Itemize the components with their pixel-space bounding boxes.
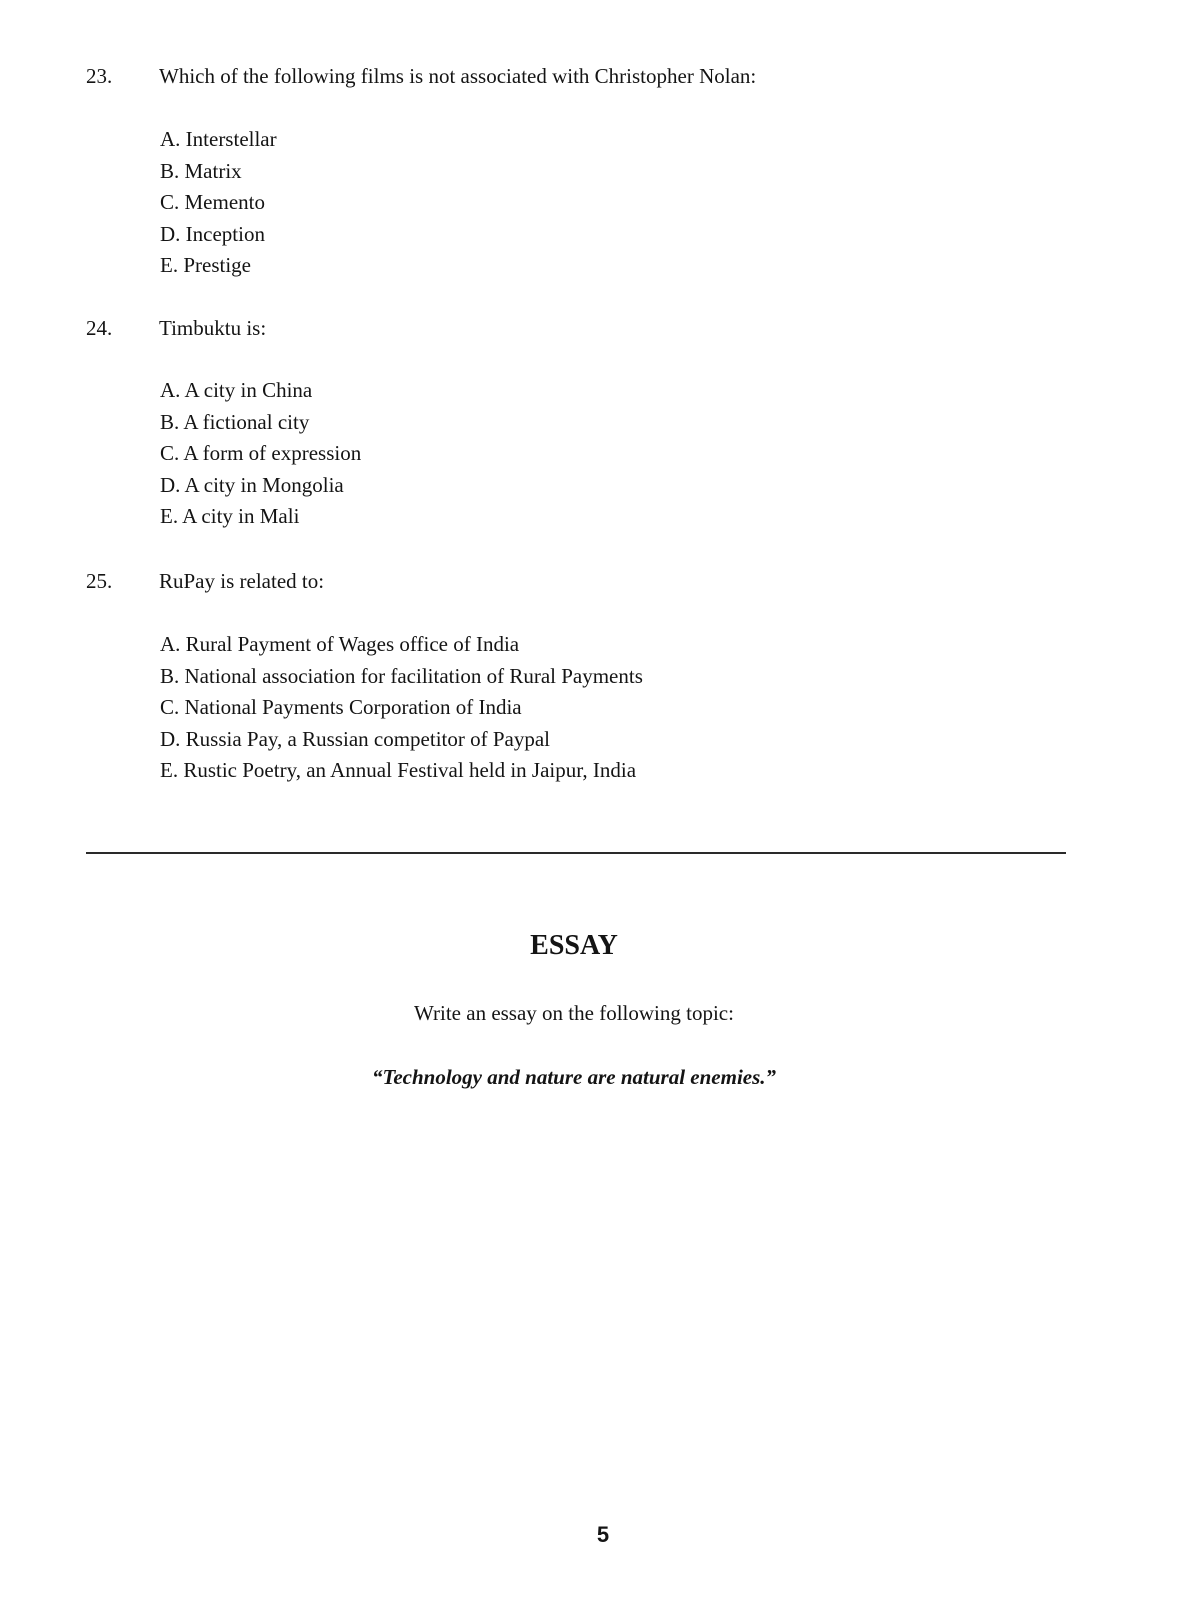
answer-option-d: D. Inception [160, 221, 265, 246]
answer-option-a: A. Interstellar [160, 127, 277, 151]
page-number: 5 [596, 1522, 610, 1547]
question-number: 23. [86, 64, 113, 88]
answer-option-b: B. National association for facilitation of Rural Payments [160, 663, 643, 688]
question-text: Timbuktu is: [159, 316, 267, 340]
answer-option-d: D. A city in Mongolia [160, 472, 344, 497]
answer-option-d: D. Russia Pay, a Russian competitor of Paypal [160, 726, 551, 751]
essay-heading: ESSAY [530, 930, 618, 961]
answer-option-e: E. Prestige [160, 253, 251, 278]
question-text: Which of the following films is not associated with Christopher Nolan: [159, 64, 757, 88]
answer-options [160, 124, 277, 282]
answer-options [160, 629, 643, 787]
question-text: RuPay is related to: [159, 569, 325, 593]
answer-option-c: C. Memento [160, 190, 265, 215]
essay-instruction: Write an essay on the following topic: [414, 1001, 734, 1025]
section-divider [86, 852, 1066, 854]
answer-option-b: B. A fictional city [160, 409, 310, 434]
question-number: 24. [86, 316, 113, 340]
answer-option-b: B. Matrix [160, 158, 242, 183]
answer-options [160, 375, 361, 533]
essay-topic: “Technology and nature are natural enemies.” [371, 1065, 777, 1089]
answer-option-c: C. National Payments Corporation of India [160, 695, 522, 720]
question-number: 25. [86, 569, 113, 593]
answer-option-a: A. Rural Payment of Wages office of India [160, 632, 520, 656]
answer-option-e: E. A city in Mali [160, 504, 300, 529]
answer-option-a: A. A city in China [160, 378, 313, 402]
answer-option-c: C. A form of expression [160, 441, 362, 466]
answer-option-e: E. Rustic Poetry, an Annual Festival held in Jaipur, India [160, 758, 637, 783]
